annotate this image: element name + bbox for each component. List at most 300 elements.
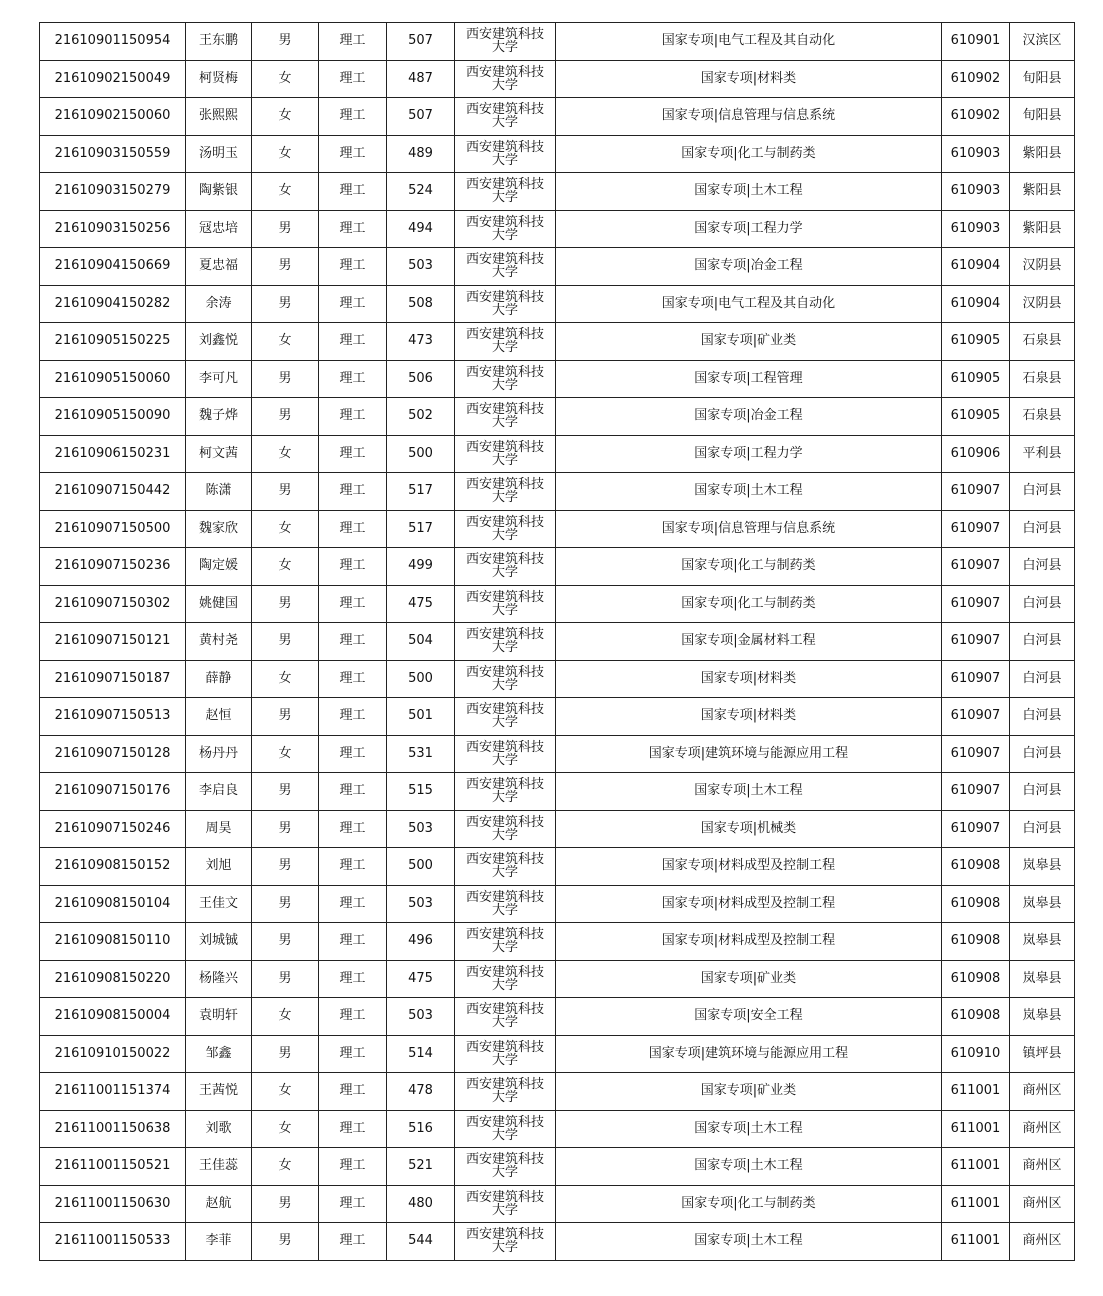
exam-id-cell: 21610908150104 xyxy=(40,885,186,923)
region-name-cell: 岚皋县 xyxy=(1010,998,1075,1036)
region-name-cell: 平利县 xyxy=(1010,435,1075,473)
university-line-1: 西安建筑科技 xyxy=(465,252,544,268)
major-cell: 国家专项|土木工程 xyxy=(556,1223,942,1261)
gender-cell: 男 xyxy=(252,210,319,248)
university-cell xyxy=(455,623,556,661)
name-cell: 李菲 xyxy=(186,1223,252,1261)
university-cell xyxy=(455,398,556,436)
region-code-cell: 610907 xyxy=(942,623,1010,661)
score-cell: 475 xyxy=(387,585,455,623)
category-cell: 理工 xyxy=(319,585,387,623)
table-row xyxy=(40,473,1075,511)
region-name-cell: 岚皋县 xyxy=(1010,923,1075,961)
score-cell: 500 xyxy=(387,660,455,698)
name-cell: 柯贤梅 xyxy=(186,60,252,98)
university-line-2: 大学 xyxy=(491,902,518,918)
exam-id-cell: 21611001150533 xyxy=(40,1223,186,1261)
region-code-cell: 610903 xyxy=(942,173,1010,211)
name-cell: 张熙熙 xyxy=(186,98,252,136)
university-cell xyxy=(455,1223,556,1261)
score-cell: 503 xyxy=(387,885,455,923)
name-cell: 刘旭 xyxy=(186,848,252,886)
university-cell xyxy=(455,1185,556,1223)
major-cell: 国家专项|化工与制药类 xyxy=(556,548,942,586)
score-cell: 506 xyxy=(387,360,455,398)
score-cell: 524 xyxy=(387,173,455,211)
gender-cell: 男 xyxy=(252,285,319,323)
name-cell: 李可凡 xyxy=(186,360,252,398)
score-cell: 516 xyxy=(387,1110,455,1148)
region-name-cell: 白河县 xyxy=(1010,473,1075,511)
exam-id-cell: 21611001150630 xyxy=(40,1185,186,1223)
name-cell: 余涛 xyxy=(186,285,252,323)
name-cell: 刘歌 xyxy=(186,1110,252,1148)
region-name-cell: 石泉县 xyxy=(1010,398,1075,436)
university-cell xyxy=(455,773,556,811)
exam-id-cell: 21610902150049 xyxy=(40,60,186,98)
region-code-cell: 610907 xyxy=(942,473,1010,511)
university-cell xyxy=(455,660,556,698)
score-cell: 507 xyxy=(387,98,455,136)
exam-id-cell: 21610907150236 xyxy=(40,548,186,586)
major-cell: 国家专项|建筑环境与能源应用工程 xyxy=(556,1035,942,1073)
score-cell: 503 xyxy=(387,248,455,286)
exam-id-cell: 21610905150060 xyxy=(40,360,186,398)
university-line-2: 大学 xyxy=(491,1052,518,1068)
university-line-1: 西安建筑科技 xyxy=(465,327,544,343)
region-name-cell: 旬阳县 xyxy=(1010,98,1075,136)
score-cell: 521 xyxy=(387,1148,455,1186)
name-cell: 刘城铖 xyxy=(186,923,252,961)
gender-cell: 女 xyxy=(252,1073,319,1111)
score-cell: 517 xyxy=(387,510,455,548)
region-code-cell: 610901 xyxy=(942,23,1010,61)
table-row xyxy=(40,248,1075,286)
name-cell: 王茜悦 xyxy=(186,1073,252,1111)
major-cell: 国家专项|土木工程 xyxy=(556,173,942,211)
score-cell: 480 xyxy=(387,1185,455,1223)
score-cell: 503 xyxy=(387,998,455,1036)
category-cell: 理工 xyxy=(319,98,387,136)
category-cell: 理工 xyxy=(319,248,387,286)
major-cell: 国家专项|土木工程 xyxy=(556,773,942,811)
exam-id-cell: 21610907150302 xyxy=(40,585,186,623)
region-name-cell: 白河县 xyxy=(1010,548,1075,586)
gender-cell: 女 xyxy=(252,1110,319,1148)
region-name-cell: 商州区 xyxy=(1010,1185,1075,1223)
university-line-2: 大学 xyxy=(491,790,518,806)
region-code-cell: 610904 xyxy=(942,248,1010,286)
university-line-1: 西安建筑科技 xyxy=(465,177,544,193)
gender-cell: 男 xyxy=(252,810,319,848)
region-name-cell: 汉阴县 xyxy=(1010,248,1075,286)
region-code-cell: 610902 xyxy=(942,98,1010,136)
name-cell: 王佳蕊 xyxy=(186,1148,252,1186)
major-cell: 国家专项|矿业类 xyxy=(556,960,942,998)
region-code-cell: 611001 xyxy=(942,1148,1010,1186)
category-cell: 理工 xyxy=(319,885,387,923)
category-cell: 理工 xyxy=(319,1148,387,1186)
region-name-cell: 商州区 xyxy=(1010,1223,1075,1261)
university-line-1: 西安建筑科技 xyxy=(465,589,544,605)
category-cell: 理工 xyxy=(319,848,387,886)
university-line-2: 大学 xyxy=(491,1015,518,1031)
name-cell: 黄村尧 xyxy=(186,623,252,661)
name-cell: 赵航 xyxy=(186,1185,252,1223)
major-cell: 国家专项|冶金工程 xyxy=(556,398,942,436)
university-line-1: 西安建筑科技 xyxy=(465,889,544,905)
university-line-1: 西安建筑科技 xyxy=(465,552,544,568)
region-code-cell: 610908 xyxy=(942,923,1010,961)
major-cell: 国家专项|化工与制药类 xyxy=(556,1185,942,1223)
table-row xyxy=(40,360,1075,398)
university-line-2: 大学 xyxy=(491,715,518,731)
region-name-cell: 紫阳县 xyxy=(1010,173,1075,211)
name-cell: 陈潇 xyxy=(186,473,252,511)
university-line-1: 西安建筑科技 xyxy=(465,964,544,980)
gender-cell: 女 xyxy=(252,548,319,586)
table-row xyxy=(40,623,1075,661)
gender-cell: 男 xyxy=(252,585,319,623)
region-name-cell: 旬阳县 xyxy=(1010,60,1075,98)
university-cell xyxy=(455,1035,556,1073)
region-name-cell: 镇坪县 xyxy=(1010,1035,1075,1073)
exam-id-cell: 21610907150128 xyxy=(40,735,186,773)
university-cell xyxy=(455,735,556,773)
score-cell: 475 xyxy=(387,960,455,998)
region-code-cell: 610907 xyxy=(942,810,1010,848)
major-cell: 国家专项|工程管理 xyxy=(556,360,942,398)
region-code-cell: 610907 xyxy=(942,735,1010,773)
university-cell xyxy=(455,135,556,173)
score-cell: 496 xyxy=(387,923,455,961)
name-cell: 魏家欣 xyxy=(186,510,252,548)
table-row xyxy=(40,848,1075,886)
name-cell: 魏子烨 xyxy=(186,398,252,436)
region-name-cell: 白河县 xyxy=(1010,773,1075,811)
name-cell: 李启良 xyxy=(186,773,252,811)
university-line-2: 大学 xyxy=(491,340,518,356)
name-cell: 王佳文 xyxy=(186,885,252,923)
name-cell: 赵恒 xyxy=(186,698,252,736)
table-row xyxy=(40,885,1075,923)
major-cell: 国家专项|金属材料工程 xyxy=(556,623,942,661)
major-cell: 国家专项|工程力学 xyxy=(556,435,942,473)
university-line-1: 西安建筑科技 xyxy=(465,364,544,380)
exam-id-cell: 21610907150176 xyxy=(40,773,186,811)
university-cell xyxy=(455,435,556,473)
exam-id-cell: 21610905150090 xyxy=(40,398,186,436)
university-cell xyxy=(455,810,556,848)
university-line-2: 大学 xyxy=(491,865,518,881)
exam-id-cell: 21610907150513 xyxy=(40,698,186,736)
gender-cell: 男 xyxy=(252,885,319,923)
score-cell: 517 xyxy=(387,473,455,511)
university-line-2: 大学 xyxy=(491,640,518,656)
major-cell: 国家专项|材料类 xyxy=(556,660,942,698)
name-cell: 周昊 xyxy=(186,810,252,848)
exam-id-cell: 21610905150225 xyxy=(40,323,186,361)
university-line-1: 西安建筑科技 xyxy=(465,1002,544,1018)
region-code-cell: 610908 xyxy=(942,960,1010,998)
gender-cell: 女 xyxy=(252,98,319,136)
category-cell: 理工 xyxy=(319,698,387,736)
score-cell: 544 xyxy=(387,1223,455,1261)
university-cell xyxy=(455,98,556,136)
university-line-1: 西安建筑科技 xyxy=(465,1189,544,1205)
major-cell: 国家专项|材料类 xyxy=(556,698,942,736)
gender-cell: 男 xyxy=(252,923,319,961)
score-cell: 515 xyxy=(387,773,455,811)
university-line-2: 大学 xyxy=(491,1202,518,1218)
region-name-cell: 白河县 xyxy=(1010,510,1075,548)
university-line-2: 大学 xyxy=(491,977,518,993)
region-code-cell: 610905 xyxy=(942,360,1010,398)
major-cell: 国家专项|化工与制药类 xyxy=(556,585,942,623)
exam-id-cell: 21610903150559 xyxy=(40,135,186,173)
university-cell xyxy=(455,510,556,548)
gender-cell: 男 xyxy=(252,960,319,998)
category-cell: 理工 xyxy=(319,623,387,661)
university-cell xyxy=(455,1148,556,1186)
table-row xyxy=(40,1073,1075,1111)
university-line-2: 大学 xyxy=(491,490,518,506)
region-code-cell: 610905 xyxy=(942,323,1010,361)
gender-cell: 男 xyxy=(252,398,319,436)
name-cell: 陶紫银 xyxy=(186,173,252,211)
university-line-2: 大学 xyxy=(491,602,518,618)
category-cell: 理工 xyxy=(319,1110,387,1148)
exam-id-cell: 21610904150669 xyxy=(40,248,186,286)
score-cell: 503 xyxy=(387,810,455,848)
university-line-1: 西安建筑科技 xyxy=(465,1039,544,1055)
region-code-cell: 610904 xyxy=(942,285,1010,323)
exam-id-cell: 21610907150246 xyxy=(40,810,186,848)
gender-cell: 女 xyxy=(252,135,319,173)
gender-cell: 女 xyxy=(252,735,319,773)
university-cell xyxy=(455,998,556,1036)
exam-id-cell: 21610906150231 xyxy=(40,435,186,473)
region-name-cell: 白河县 xyxy=(1010,623,1075,661)
name-cell: 杨丹丹 xyxy=(186,735,252,773)
score-cell: 494 xyxy=(387,210,455,248)
name-cell: 夏忠福 xyxy=(186,248,252,286)
region-name-cell: 岚皋县 xyxy=(1010,848,1075,886)
university-cell xyxy=(455,1073,556,1111)
score-cell: 501 xyxy=(387,698,455,736)
region-name-cell: 石泉县 xyxy=(1010,323,1075,361)
score-cell: 473 xyxy=(387,323,455,361)
gender-cell: 男 xyxy=(252,698,319,736)
university-line-1: 西安建筑科技 xyxy=(465,777,544,793)
table-row xyxy=(40,735,1075,773)
gender-cell: 男 xyxy=(252,623,319,661)
region-name-cell: 白河县 xyxy=(1010,660,1075,698)
category-cell: 理工 xyxy=(319,660,387,698)
category-cell: 理工 xyxy=(319,1073,387,1111)
region-code-cell: 610903 xyxy=(942,135,1010,173)
university-line-1: 西安建筑科技 xyxy=(465,139,544,155)
university-line-2: 大学 xyxy=(491,1165,518,1181)
gender-cell: 男 xyxy=(252,848,319,886)
table-row xyxy=(40,23,1075,61)
table-row xyxy=(40,923,1075,961)
name-cell: 冦忠培 xyxy=(186,210,252,248)
name-cell: 薛静 xyxy=(186,660,252,698)
university-line-1: 西安建筑科技 xyxy=(465,64,544,80)
table-row xyxy=(40,285,1075,323)
university-line-2: 大学 xyxy=(491,752,518,768)
region-name-cell: 汉阴县 xyxy=(1010,285,1075,323)
table-row xyxy=(40,210,1075,248)
table-row xyxy=(40,510,1075,548)
category-cell: 理工 xyxy=(319,1185,387,1223)
score-cell: 499 xyxy=(387,548,455,586)
university-line-1: 西安建筑科技 xyxy=(465,927,544,943)
category-cell: 理工 xyxy=(319,960,387,998)
university-line-1: 西安建筑科技 xyxy=(465,102,544,118)
score-cell: 478 xyxy=(387,1073,455,1111)
university-line-1: 西安建筑科技 xyxy=(465,664,544,680)
gender-cell: 女 xyxy=(252,1148,319,1186)
region-code-cell: 610907 xyxy=(942,660,1010,698)
gender-cell: 男 xyxy=(252,23,319,61)
table-row xyxy=(40,810,1075,848)
name-cell: 邹鑫 xyxy=(186,1035,252,1073)
table-body xyxy=(40,23,1075,1261)
university-cell xyxy=(455,960,556,998)
exam-id-cell: 21610901150954 xyxy=(40,23,186,61)
table-row xyxy=(40,698,1075,736)
score-cell: 500 xyxy=(387,848,455,886)
major-cell: 国家专项|冶金工程 xyxy=(556,248,942,286)
region-name-cell: 商州区 xyxy=(1010,1110,1075,1148)
region-name-cell: 商州区 xyxy=(1010,1148,1075,1186)
university-line-1: 西安建筑科技 xyxy=(465,439,544,455)
university-line-2: 大学 xyxy=(491,527,518,543)
major-cell: 国家专项|机械类 xyxy=(556,810,942,848)
table-row xyxy=(40,660,1075,698)
region-code-cell: 610908 xyxy=(942,848,1010,886)
admission-table xyxy=(39,22,1075,1261)
major-cell: 国家专项|土木工程 xyxy=(556,1110,942,1148)
major-cell: 国家专项|矿业类 xyxy=(556,1073,942,1111)
university-cell xyxy=(455,285,556,323)
university-line-2: 大学 xyxy=(491,302,518,318)
category-cell: 理工 xyxy=(319,173,387,211)
region-code-cell: 610905 xyxy=(942,398,1010,436)
name-cell: 柯文茜 xyxy=(186,435,252,473)
university-cell xyxy=(455,1110,556,1148)
major-cell: 国家专项|工程力学 xyxy=(556,210,942,248)
table-row xyxy=(40,1035,1075,1073)
university-line-1: 西安建筑科技 xyxy=(465,1114,544,1130)
region-code-cell: 610910 xyxy=(942,1035,1010,1073)
university-line-2: 大学 xyxy=(491,1090,518,1106)
region-code-cell: 610908 xyxy=(942,885,1010,923)
university-line-2: 大学 xyxy=(491,190,518,206)
gender-cell: 女 xyxy=(252,998,319,1036)
major-cell: 国家专项|材料成型及控制工程 xyxy=(556,885,942,923)
university-cell xyxy=(455,173,556,211)
university-line-2: 大学 xyxy=(491,677,518,693)
university-line-2: 大学 xyxy=(491,265,518,281)
university-line-1: 西安建筑科技 xyxy=(465,1077,544,1093)
category-cell: 理工 xyxy=(319,210,387,248)
major-cell: 国家专项|信息管理与信息系统 xyxy=(556,510,942,548)
university-cell xyxy=(455,323,556,361)
exam-id-cell: 21610910150022 xyxy=(40,1035,186,1073)
major-cell: 国家专项|建筑环境与能源应用工程 xyxy=(556,735,942,773)
university-line-2: 大学 xyxy=(491,1127,518,1143)
gender-cell: 男 xyxy=(252,1223,319,1261)
exam-id-cell: 21610903150279 xyxy=(40,173,186,211)
university-line-2: 大学 xyxy=(491,1240,518,1256)
region-name-cell: 紫阳县 xyxy=(1010,210,1075,248)
category-cell: 理工 xyxy=(319,1035,387,1073)
university-line-2: 大学 xyxy=(491,77,518,93)
major-cell: 国家专项|材料成型及控制工程 xyxy=(556,848,942,886)
region-code-cell: 610906 xyxy=(942,435,1010,473)
university-line-1: 西安建筑科技 xyxy=(465,627,544,643)
region-name-cell: 汉滨区 xyxy=(1010,23,1075,61)
exam-id-cell: 21610907150500 xyxy=(40,510,186,548)
category-cell: 理工 xyxy=(319,735,387,773)
university-line-1: 西安建筑科技 xyxy=(465,214,544,230)
exam-id-cell: 21611001151374 xyxy=(40,1073,186,1111)
table-row xyxy=(40,398,1075,436)
gender-cell: 男 xyxy=(252,248,319,286)
table-row xyxy=(40,1223,1075,1261)
category-cell: 理工 xyxy=(319,998,387,1036)
university-line-2: 大学 xyxy=(491,940,518,956)
university-cell xyxy=(455,885,556,923)
exam-id-cell: 21610902150060 xyxy=(40,98,186,136)
major-cell: 国家专项|电气工程及其自动化 xyxy=(556,285,942,323)
category-cell: 理工 xyxy=(319,510,387,548)
name-cell: 陶定媛 xyxy=(186,548,252,586)
category-cell: 理工 xyxy=(319,435,387,473)
region-name-cell: 白河县 xyxy=(1010,585,1075,623)
region-code-cell: 611001 xyxy=(942,1073,1010,1111)
table-row xyxy=(40,323,1075,361)
university-line-2: 大学 xyxy=(491,565,518,581)
university-cell xyxy=(455,23,556,61)
table-row xyxy=(40,960,1075,998)
name-cell: 王东鹏 xyxy=(186,23,252,61)
category-cell: 理工 xyxy=(319,60,387,98)
category-cell: 理工 xyxy=(319,1223,387,1261)
score-cell: 500 xyxy=(387,435,455,473)
table-row xyxy=(40,135,1075,173)
region-code-cell: 610902 xyxy=(942,60,1010,98)
university-line-1: 西安建筑科技 xyxy=(465,1227,544,1243)
name-cell: 汤明玉 xyxy=(186,135,252,173)
exam-id-cell: 21610908150220 xyxy=(40,960,186,998)
major-cell: 国家专项|安全工程 xyxy=(556,998,942,1036)
score-cell: 531 xyxy=(387,735,455,773)
region-code-cell: 610907 xyxy=(942,585,1010,623)
region-name-cell: 白河县 xyxy=(1010,735,1075,773)
table-row xyxy=(40,173,1075,211)
region-code-cell: 610907 xyxy=(942,548,1010,586)
exam-id-cell: 21610903150256 xyxy=(40,210,186,248)
score-cell: 507 xyxy=(387,23,455,61)
university-line-2: 大学 xyxy=(491,827,518,843)
gender-cell: 女 xyxy=(252,435,319,473)
exam-id-cell: 21610907150187 xyxy=(40,660,186,698)
category-cell: 理工 xyxy=(319,23,387,61)
